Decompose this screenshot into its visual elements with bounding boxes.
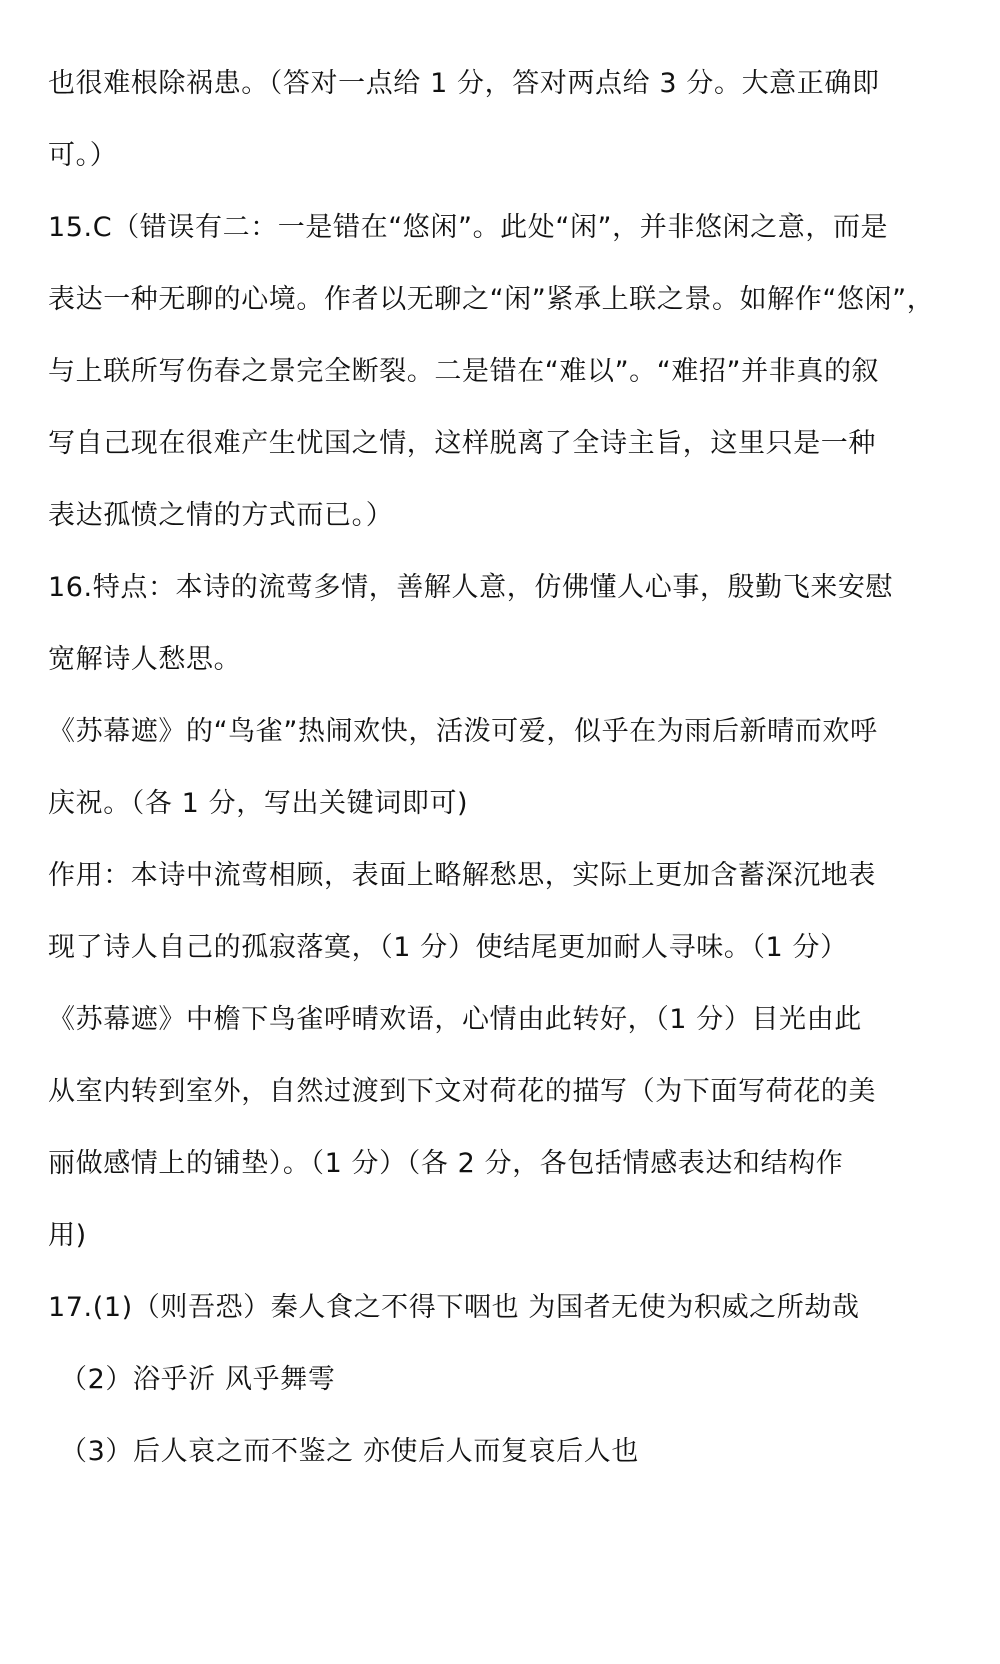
answer-17-3-line: （3）后人哀之而不鉴之 亦使后人而复哀后人也 — [60, 1436, 639, 1467]
answer-16-line: 16.特点：本诗的流莺多情，善解人意，仿佛懂人心事，殷勤飞来安慰 — [48, 572, 894, 603]
text-line: 也很难根除祸患。（答对一点给 1 分，答对两点给 3 分。大意正确即 — [48, 68, 880, 99]
answer-15-line: 15.C（错误有二：一是错在“悠闲”。此处“闲”，并非悠闲之意，而是 — [48, 212, 889, 243]
text-line: 写自己现在很难产生忧国之情，这样脱离了全诗主旨，这里只是一种 — [48, 428, 876, 459]
answer-17-2-line: （2）浴乎沂 风乎舞雩 — [60, 1364, 336, 1395]
text-line: 现了诗人自己的孤寂落寞，（1 分）使结尾更加耐人寻味。（1 分） — [48, 932, 848, 963]
text-line: 作用：本诗中流莺相顾，表面上略解愁思，实际上更加含蓄深沉地表 — [48, 860, 876, 891]
text-line: 宽解诗人愁思。 — [48, 644, 242, 675]
text-line: 庆祝。（各 1 分，写出关键词即可) — [48, 788, 469, 819]
text-line: 表达孤愤之情的方式而已。） — [48, 500, 394, 531]
answer-17-line: 17.(1)（则吾恐）秦人食之不得下咽也 为国者无使为积威之所劫哉 — [48, 1292, 860, 1323]
text-line: 可。） — [48, 140, 118, 171]
text-line: 表达一种无聊的心境。作者以无聊之“闲”紧承上联之景。如解作“悠闲”， — [48, 284, 935, 315]
text-line: 《苏幕遮》的“鸟雀”热闹欢快，活泼可爱，似乎在为雨后新晴而欢呼 — [48, 716, 878, 747]
text-line: 《苏幕遮》中檐下鸟雀呼晴欢语，心情由此转好，（1 分）目光由此 — [48, 1004, 862, 1035]
text-line: 用) — [48, 1220, 87, 1251]
text-line: 丽做感情上的铺垫）。（1 分）（各 2 分，各包括情感表达和结构作 — [48, 1148, 844, 1179]
text-line: 与上联所写伤春之景完全断裂。二是错在“难以”。“难招”并非真的叙 — [48, 356, 880, 387]
text-line: 从室内转到室外，自然过渡到下文对荷花的描写（为下面写荷花的美 — [48, 1076, 876, 1107]
